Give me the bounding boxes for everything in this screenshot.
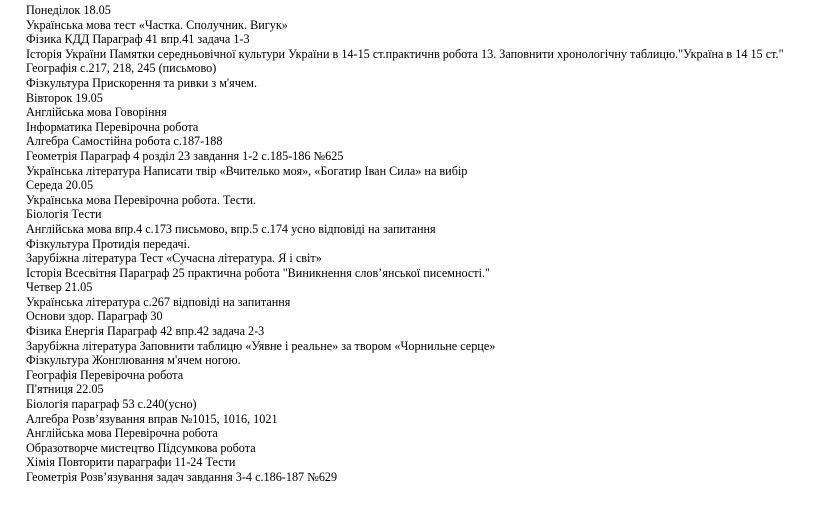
- line-world-history: Історія Всесвітня Параграф 25 практична робота "Виникнення слов’янської писемності.": [26, 265, 491, 280]
- line-ukrainian-language: Українська мова Перевірочна робота. Тести.: [26, 192, 257, 207]
- line-chemistry: Хімія Повторити параграфи 11-24 Тести: [26, 455, 236, 470]
- line-ukrainian-literature: Українська література с.267 відповіді на запитання: [26, 294, 291, 309]
- document-body: [26, 3, 786, 485]
- line-day-friday: П'ятниця 22.05: [26, 382, 104, 397]
- line-physics: Фізика Енергія Параграф 42 впр.42 задача 2-3: [26, 324, 265, 339]
- line-biology: Біологія параграф 53 с.240(усно): [26, 397, 197, 412]
- line-geography: Географія с.217, 218, 245 (письмово): [26, 61, 217, 76]
- line-day-thursday: Четвер 21.05: [26, 280, 93, 295]
- line-english: Англійська мова Перевірочна робота: [26, 426, 218, 441]
- line-world-literature: Зарубіжна література Тест «Сучасна література. Я і світ»: [26, 251, 322, 266]
- line-physical-education: Фізкультура Жонглювання м'ячем ногою.: [26, 353, 241, 368]
- line-geometry: Геометрія Розв’язування задач завдання 3-4 с.186-187 №629: [26, 470, 338, 484]
- line-physical-education: Фізкультура Протидія передачі.: [26, 236, 190, 251]
- line-english: Англійська мова Говоріння: [26, 105, 167, 120]
- line-day-wednesday: Середа 20.05: [26, 178, 94, 193]
- line-day-tuesday: Вівторок 19.05: [26, 90, 103, 105]
- line-geometry: Геометрія Параграф 4 розділ 23 завдання 1-2 с.185-186 №625: [26, 148, 344, 163]
- line-history-ukraine: Історія України Памятки середньовічної культури України в 14-15 ст.практичнв робота 13. Заповнити хронологічну таблицю."Україна в 14 15 ст.": [26, 46, 784, 61]
- line-algebra: Алгебра Розв’язування вправ №1015, 1016, 1021: [26, 411, 278, 426]
- line-health-basics: Основи здор. Параграф 30: [26, 309, 163, 324]
- line-geography: Географія Перевірочна робота: [26, 367, 184, 382]
- line-physical-education: Фізкультура Прискорення та ривки з м'ячем.: [26, 75, 258, 90]
- line-physics: Фізика КДД Параграф 41 впр.41 задача 1-3: [26, 32, 250, 47]
- line-algebra: Алгебра Самостійна робота с.187-188: [26, 134, 223, 149]
- line-day-monday: Понеділок 18.05: [26, 3, 111, 17]
- line-world-literature: Зарубіжна література Заповнити таблицю «Уявне і реальне» за твором «Чорнильне серце»: [26, 338, 496, 353]
- line-informatics: Інформатика Перевірочна робота: [26, 119, 199, 134]
- line-ukrainian-language: Українська мова тест «Частка. Сполучник. Вигук»: [26, 17, 288, 32]
- line-english: Англійська мова впр.4 с.173 письмово, впр.5 с.174 усно відповіді на запитання: [26, 221, 436, 236]
- line-biology: Біологія Тести: [26, 207, 102, 222]
- line-ukrainian-literature: Українська література Написати твір «Вчителько моя», «Богатир Іван Сила» на вибір: [26, 163, 468, 178]
- line-fine-arts: Образотворче мистецтво Підсумкова робота: [26, 440, 256, 455]
